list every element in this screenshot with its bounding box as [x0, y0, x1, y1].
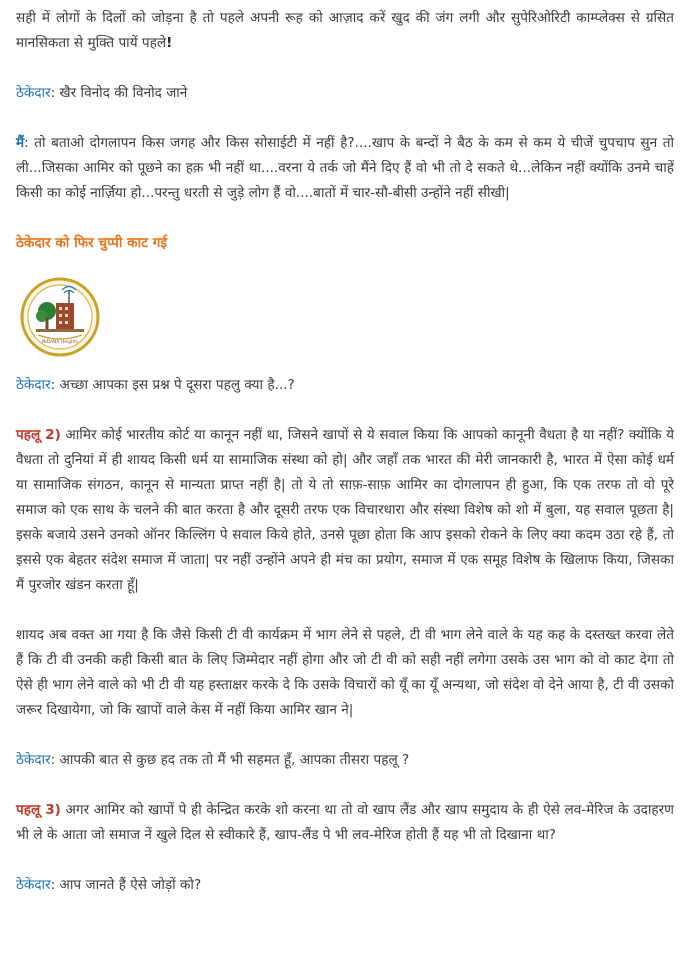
- paragraph-intro: सही में लोगों के दिलों को जोड़ना है तो पहले अपनी रूह को आज़ाद करें खुद की जंग लगी और सुपेरिओरिटी काम्प्लेक्स से ग्रसित मानसिकता से मुक्ति पायें पहले!: [16, 10, 674, 51]
- speaker-label: ठेकेदार: [16, 85, 51, 101]
- speaker-label: ठेकेदार: [16, 377, 51, 393]
- narration-silence: ठेकेदार को फिर चुप्पी काट गई: [16, 235, 168, 251]
- nidana-heights-logo-icon: [20, 277, 100, 357]
- dialogue-thekedar-3: ठेकेदार: आपकी बात से कुछ हद तक तो मैं भी सहमत हूँ, आपका तीसरा पहलू ?: [16, 752, 410, 768]
- speaker-label: ठेकेदार: [16, 877, 51, 893]
- dialogue-main-1: मैं: तो बताओ दोगलापन किस जगह और किस सोसाईटी में नहीं है?....खाप के बन्दों ने बैठ के कम से कम ये चीजें चुपचाप सुन तो ली...जिसका आमिर को पूछने का हक़ भी नहीं था....वरना ये तर्क जो मैंने दिए हैं वो भी तो दे सकते थे...लेकिन नहीं क्योंकि उनमे चाहें किसी का कोई नार्ज़िया हो...परन्तु धरती से जुड़े लोग हैं वो....बातों में चार-सौ-बीसी उन्होंने नहीं सीखी|: [16, 135, 674, 201]
- speaker-label: मैं: [16, 135, 25, 151]
- speaker-label: ठेकेदार: [16, 752, 51, 768]
- dialogue-thekedar-2: ठेकेदार: अच्छा आपका इस प्रश्न पे दूसरा पहलु क्या है...?: [16, 377, 295, 393]
- dialogue-thekedar-4: ठेकेदार: आप जानते हैं ऐसे जोड़ों को?: [16, 877, 202, 893]
- aspect-2-paragraph: पहलू 2) आमिर कोई भारतीय कोर्ट या कानून नहीं था, जिसने खापों से ये सवाल किया कि आपको कानूनी वैधता है या नहीं? क्योंकि ये वैधता तो दुनियां में ही शायद किसी धर्म या सामाजिक संस्था को हो| और जहाँ तक भारत की मेरी जानकारी है, भारत में ऐसा कोई धर्म या सामाजिक संगठन, कानून से मान्यता प्राप्त नहीं है| तो ये तो साफ़-साफ़ आमिर का दोगलापन ही हुआ, कि एक तरफ तो वो पूरे समाज को एक साथ के चलने की बात करता है और दूसरी तरफ एक विचारधारा और संस्था विशेष को शो में बुला, यह सवाल पूछता है| इसके बजाये उसने उनको ऑनर किल्लिंग पे सवाल किये होते, उनसे पूछा होता कि आप इसको रोकने के लिए क्या कदम उठा रहे हैं, तो इससे एक बेहतर संदेश समाज में जाता| पर नहीं उन्होंने अपने ही मंच का प्रयोग, समाज में एक समूह विशेष के खिलाफ किया, जिसका मैं पुरजोर खंडन करता हूँ|: [16, 427, 674, 593]
- paragraph-tv-consent: शायद अब वक्त आ गया है कि जैसे किसी टी वी कार्यक्रम में भाग लेने से पहले, टी वी भाग लेने वाले के यह कह के दस्तख्त करवा लेते हैं कि टी वी उनकी कही किसी बात के लिए जिम्मेदार नहीं होगा और जो टी वी को सही नहीं लगेगा उसके उस भाग को वो काट देगा तो ऐसे ही भाग लेने वाले को भी टी वी यह हस्ताक्षर करके दे कि उसके विचारों को यूँ का यूँ अन्यथा, जो संदेश वो देने आया है, टी वी उसको जरूर दिखायेगा, जो कि खापों वाले केस में नहीं किया आमिर खान ने|: [16, 627, 674, 718]
- dialogue-thekedar-1: ठेकेदार: खैर विनोद की विनोद जाने: [16, 85, 188, 101]
- aspect-label: पहलू 2): [16, 427, 61, 443]
- aspect-3-paragraph: पहलू 3) अगर आमिर को खापों पे ही केन्द्रित करके शो करना था तो वो खाप लैंड और खाप समुदाय के ही ऐसे लव-मेरिज के उदाहरण भी ले के आता जो समाज नें खुले दिल से स्वीकारे हैं, खाप-लैंड पे भी लव-मेरिज होती हैं यह भी तो दिखाना था?: [16, 802, 674, 843]
- aspect-label: पहलू 3): [16, 802, 61, 818]
- svg-text:NIDANA Heights: NIDANA Heights: [41, 340, 79, 345]
